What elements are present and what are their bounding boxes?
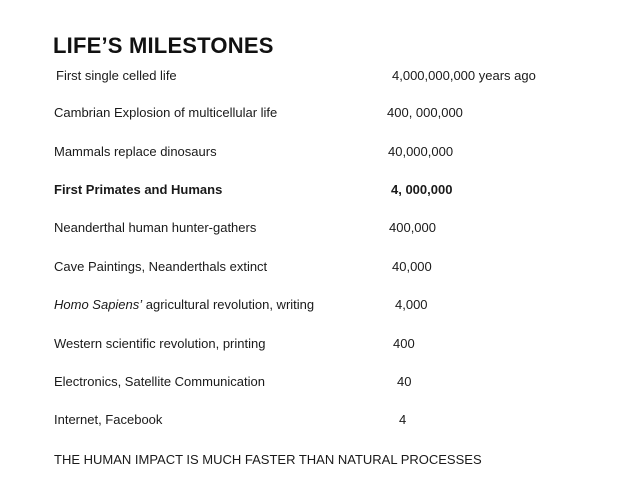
- slide-title: LIFE’S MILESTONES: [53, 33, 274, 58]
- milestone-row: [0, 142, 638, 162]
- milestone-event: Electronics, Satellite Communication: [54, 374, 265, 389]
- milestone-value: 40: [397, 374, 412, 389]
- milestone-event: Cave Paintings, Neanderthals extinct: [54, 259, 268, 274]
- milestone-event: Mammals replace dinosaurs: [54, 144, 217, 159]
- milestone-row: [0, 66, 638, 86]
- footer-statement: THE HUMAN IMPACT IS MUCH FASTER THAN NATURAL PROCESSES: [54, 452, 482, 467]
- milestone-row: [0, 257, 638, 277]
- milestone-row: [0, 180, 638, 200]
- milestone-row: [0, 218, 638, 238]
- milestone-value: 4, 000,000: [391, 182, 453, 197]
- milestone-event: [54, 295, 314, 315]
- milestone-value: 40,000: [392, 259, 432, 274]
- milestone-value: 40,000,000: [388, 144, 454, 159]
- milestone-row: [0, 334, 638, 354]
- milestone-event: Neanderthal human hunter-gathers: [54, 220, 257, 235]
- milestone-row: [0, 372, 638, 392]
- milestone-row: [0, 295, 638, 315]
- milestone-value: 4: [399, 412, 407, 427]
- milestone-value: 4,000: [395, 297, 428, 312]
- milestone-event: Western scientific revolution, printing: [54, 336, 266, 351]
- milestone-value: 400,000: [389, 220, 436, 235]
- milestone-value: 400, 000,000: [387, 105, 463, 120]
- milestone-event: First single celled life: [56, 68, 177, 83]
- milestone-value: 4,000,000,000 years ago: [392, 68, 536, 83]
- milestone-event-italic: Homo Sapiens’: [54, 297, 143, 312]
- milestone-value: 400: [393, 336, 415, 351]
- milestone-row: [0, 410, 638, 430]
- milestone-event: First Primates and Humans: [54, 182, 223, 197]
- milestone-event: Cambrian Explosion of multicellular life: [54, 105, 278, 120]
- milestone-row: [0, 103, 638, 123]
- milestone-event-rest: agricultural revolution, writing: [142, 297, 315, 312]
- milestone-event: Internet, Facebook: [54, 412, 163, 427]
